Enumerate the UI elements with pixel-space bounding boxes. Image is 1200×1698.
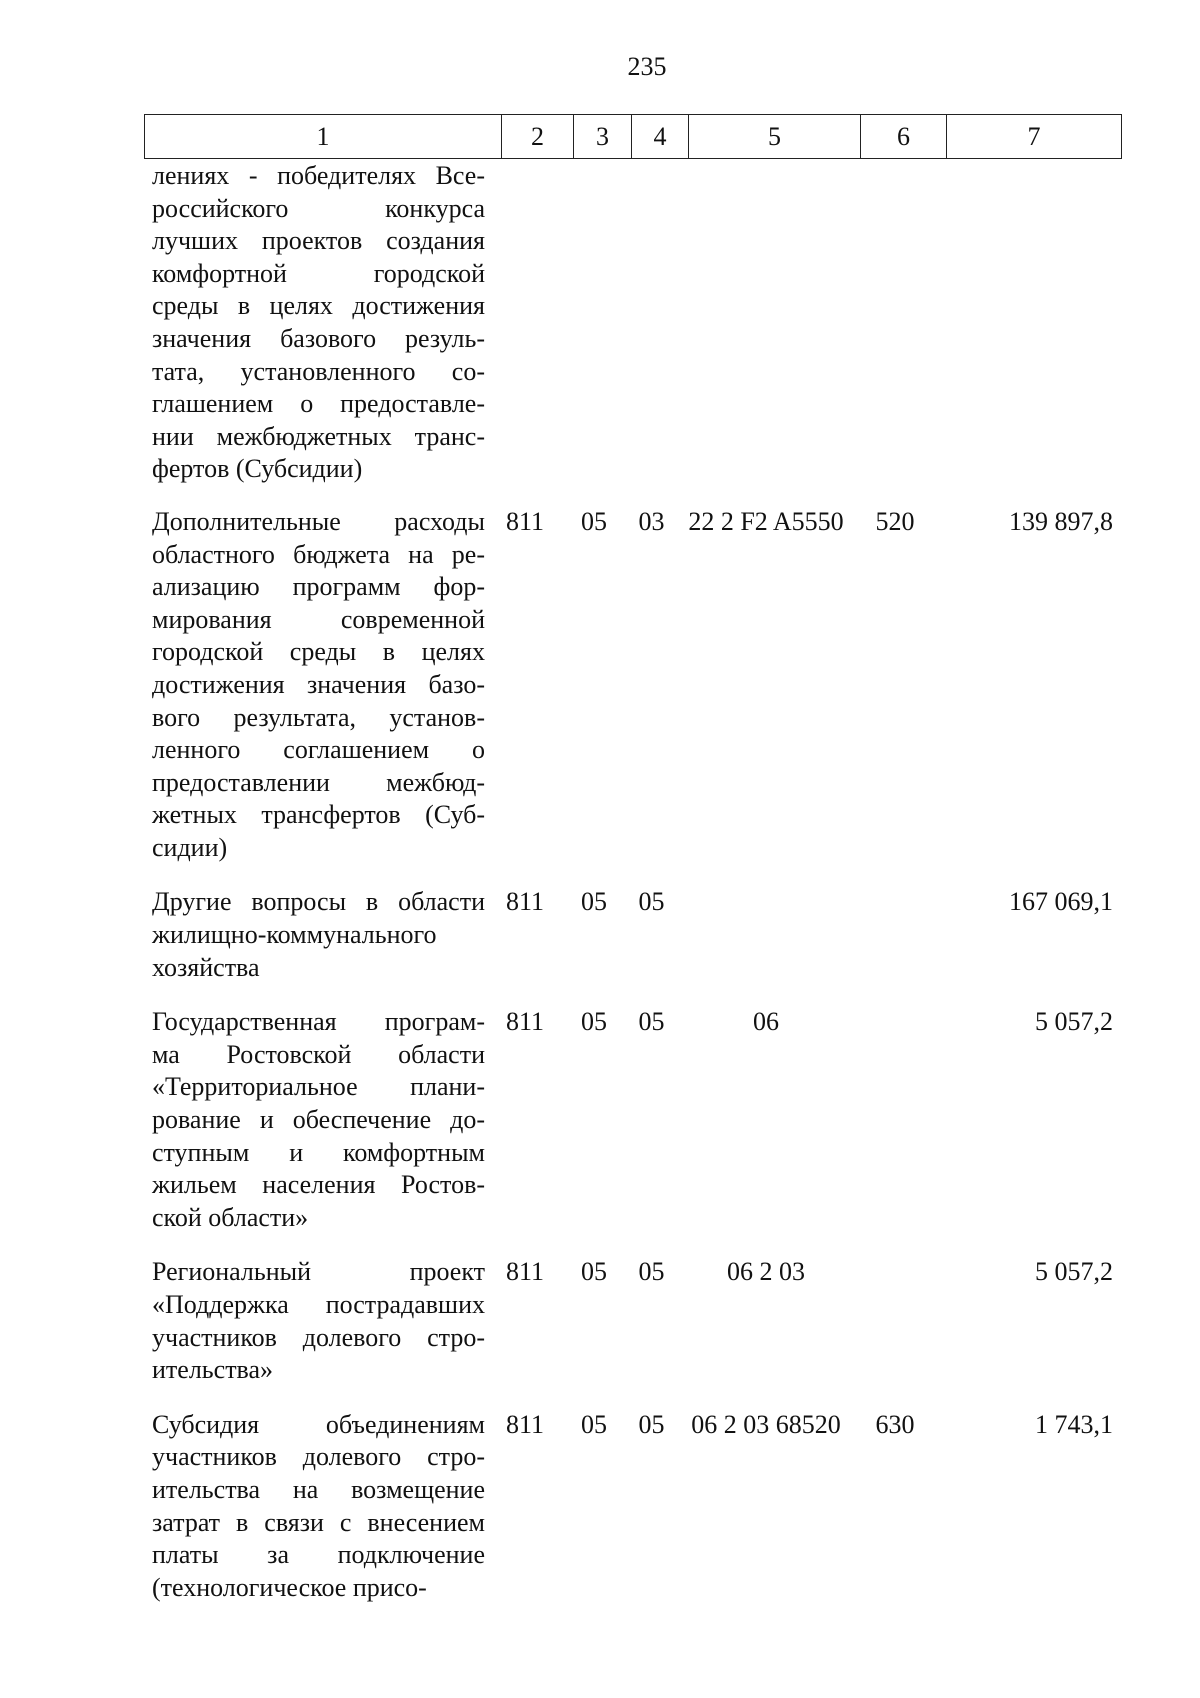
page-number: 235	[627, 52, 667, 81]
row-section-code: 05	[581, 887, 607, 917]
table-row	[144, 506, 1121, 865]
header-col-1: 1	[145, 115, 502, 159]
description-line: участников долевого стро-	[152, 1322, 485, 1352]
description-line: рование и обеспечение до-	[152, 1105, 485, 1135]
row-expense-type	[852, 1256, 938, 1386]
row-section-code	[565, 160, 623, 486]
row-amount	[938, 160, 1121, 486]
row-expense-type	[852, 160, 938, 486]
row-subsection-code: 05	[638, 1257, 665, 1287]
row-target-article: 06	[753, 1007, 779, 1037]
row-section-code: 05	[581, 1409, 607, 1439]
description-line: сидии)	[152, 832, 228, 862]
description-line: (технологическое присо-	[152, 1572, 427, 1602]
description-line: жетных трансфертов (Суб-	[152, 800, 485, 830]
description-line: российского конкурса	[152, 193, 485, 223]
row-admin-code: 811	[505, 1007, 545, 1037]
table-row	[144, 1409, 1121, 1605]
row-amount: 167 069,1	[1009, 887, 1113, 917]
description-line: лениях - победителях Все-	[152, 161, 485, 190]
description-line: глашением о предоставле-	[152, 389, 485, 419]
row-expense-type: 520	[875, 506, 915, 536]
row-amount: 5 057,2	[1035, 1257, 1113, 1287]
row-subsection-code: 05	[638, 887, 665, 917]
description-line: вого результата, установ-	[152, 702, 485, 732]
row-description	[144, 886, 493, 984]
description-line: городской среды в целях	[152, 637, 485, 667]
description-line: ленного соглашением о	[152, 735, 485, 765]
description-line: «Поддержка пострадавших	[152, 1290, 485, 1319]
description-line: ступным и комфортным	[152, 1137, 485, 1167]
description-line: фертов (Субсидии)	[152, 454, 363, 484]
description-line: лучших проектов создания	[152, 226, 485, 256]
row-target-article: 06 2 03 68520	[691, 1409, 841, 1439]
table-header	[144, 114, 1122, 159]
row-admin-code	[493, 160, 565, 486]
row-description	[144, 506, 493, 865]
description-line: мирования современной	[152, 604, 485, 634]
description-line: Региональный проект	[152, 1257, 485, 1287]
table-body	[144, 160, 1121, 1626]
description-line: участников долевого стро-	[152, 1442, 485, 1472]
description-line: Дополнительные расходы	[152, 506, 485, 536]
row-amount: 1 743,1	[1035, 1409, 1113, 1439]
description-line: хозяйства	[152, 952, 260, 982]
row-subsection-code: 03	[638, 506, 665, 536]
row-admin-code: 811	[505, 506, 545, 536]
row-description	[144, 1409, 493, 1605]
row-target-article: 06 2 03	[727, 1257, 805, 1287]
table-row	[144, 1256, 1121, 1386]
row-description	[144, 1006, 493, 1234]
description-line: Субсидия объединениям	[152, 1409, 485, 1439]
row-subsection-code: 05	[638, 1007, 665, 1037]
description-line: платы за подключение	[152, 1540, 485, 1570]
row-admin-code: 811	[505, 887, 545, 917]
row-expense-type: 630	[875, 1409, 915, 1439]
header-col-5: 5	[689, 115, 861, 159]
row-section-code: 05	[581, 1257, 607, 1287]
table-row	[144, 1006, 1121, 1234]
description-line: достижения значения базо-	[152, 669, 485, 699]
header-col-2: 2	[502, 115, 574, 159]
header-col-3: 3	[574, 115, 632, 159]
row-target-article	[680, 160, 852, 486]
description-line: предоставлении межбюд-	[152, 767, 485, 797]
row-amount: 139 897,8	[1009, 506, 1113, 536]
row-expense-type	[852, 886, 938, 984]
table-row	[144, 886, 1121, 984]
row-target-article	[680, 886, 852, 984]
description-line: ительства»	[152, 1355, 274, 1385]
description-line: «Территориальное плани-	[152, 1072, 485, 1102]
description-line: тата, установленного со-	[152, 356, 485, 386]
description-line: Государственная програм-	[152, 1007, 485, 1037]
description-line: среды в целях достижения	[152, 291, 485, 321]
description-line: жильем населения Ростов-	[152, 1170, 485, 1200]
row-subsection-code: 05	[638, 1409, 665, 1439]
table-row	[144, 160, 1121, 486]
row-admin-code: 811	[505, 1409, 545, 1439]
row-expense-type	[852, 1006, 938, 1234]
description-line: значения базового резуль-	[152, 323, 485, 353]
header-col-4: 4	[632, 115, 689, 159]
description-line: затрат в связи с внесением	[152, 1507, 485, 1537]
row-description	[144, 1256, 493, 1386]
description-line: ализацию программ фор-	[152, 572, 485, 602]
row-target-article: 22 2 F2 A5550	[688, 506, 844, 536]
row-subsection-code	[623, 160, 680, 486]
description-line: нии межбюджетных транс-	[152, 421, 485, 451]
header-col-7: 7	[947, 115, 1122, 159]
row-amount: 5 057,2	[1035, 1007, 1113, 1037]
row-admin-code: 811	[505, 1257, 545, 1287]
description-line: ской области»	[152, 1202, 309, 1232]
header-col-6: 6	[861, 115, 947, 159]
row-description	[144, 160, 493, 486]
description-line: областного бюджета на ре-	[152, 539, 485, 569]
row-section-code: 05	[581, 506, 607, 536]
description-line: Другие вопросы в области	[152, 887, 485, 917]
description-line: ма Ростовской области	[152, 1039, 485, 1069]
description-line: ительства на возмещение	[152, 1474, 485, 1504]
description-line: комфортной городской	[152, 258, 485, 288]
description-line: жилищно-коммунального	[152, 920, 437, 950]
row-section-code: 05	[581, 1007, 607, 1037]
